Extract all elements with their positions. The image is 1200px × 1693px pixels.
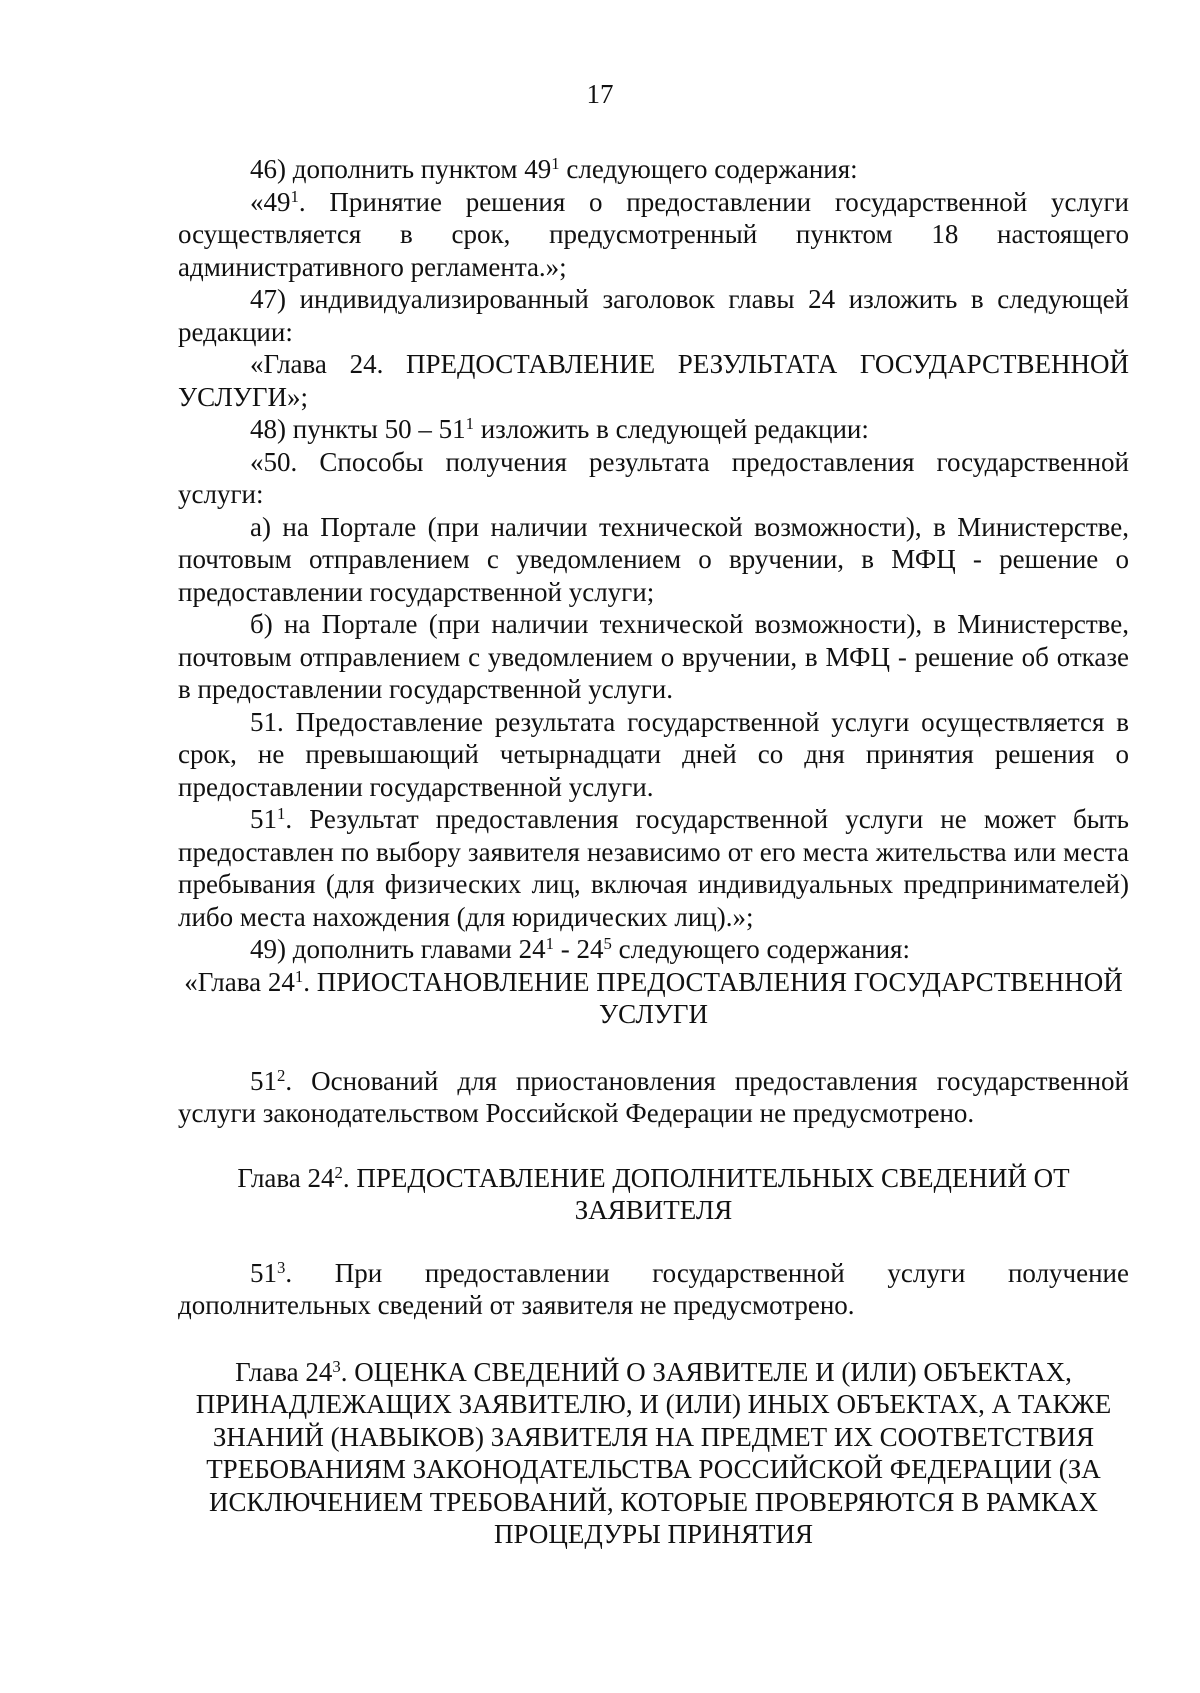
- chapter-24-1-heading: [178, 966, 1129, 1031]
- superscript: 1: [294, 966, 304, 986]
- superscript: 3: [332, 1356, 341, 1376]
- superscript: 1: [551, 153, 560, 173]
- clause-51-1-text-end: . Результат предоставления государственной услуги не может быть предоставлен по выбору заявителя независимо от его места жительства или места пребывания (для физических лиц, включая индивидуальных предпринимателей) либо места нахождения (для юридических лиц).»;: [178, 804, 1129, 932]
- item-48-text-end: изложить в следующей редакции:: [473, 414, 869, 444]
- superscript: 1: [465, 413, 474, 433]
- item-48-text: 48) пункты 50 – 51: [250, 414, 466, 444]
- superscript: 1: [277, 803, 286, 823]
- clause-50-a: а) на Портале (при наличии технической возможности), в Министерстве, почтовым отправлением с уведомлением о вручении, в МФЦ - решение о предоставлении государственной услуги;: [178, 511, 1129, 607]
- clause-51-3-text-end: . При предоставлении государственной услуги получение дополнительных сведений от заявителя не предусмотрено.: [178, 1257, 1129, 1320]
- superscript: 2: [277, 1065, 286, 1085]
- clause-51-2-text-end: . Оснований для приостановления предоставления государственной услуги законодательством Российской Федерации не предусмотрено.: [178, 1065, 1129, 1128]
- chapter-24-1-text: «Глава 24: [184, 966, 295, 997]
- chapter-24-3-heading: [178, 1356, 1129, 1551]
- chapter-24-2-text: Глава 24: [237, 1162, 335, 1193]
- item-47: 47) индивидуализированный заголовок главы 24 изложить в следующей редакции:: [178, 284, 1129, 347]
- chapter-24-3-text: Глава 24: [235, 1356, 333, 1387]
- item-49-text: 49) дополнить главами 24: [250, 934, 546, 964]
- item-46: [178, 153, 1129, 186]
- superscript: 1: [290, 186, 299, 206]
- document-body: [178, 153, 1129, 1551]
- chapter-24-title: «Глава 24. ПРЕДОСТАВЛЕНИЕ РЕЗУЛЬТАТА ГОСУДАРСТВЕННОЙ УСЛУГИ»;: [178, 349, 1129, 412]
- clause-51-3: [178, 1257, 1129, 1322]
- superscript: 2: [334, 1162, 343, 1182]
- item-48: [178, 413, 1129, 446]
- clause-49-1-text: «49: [250, 186, 291, 217]
- chapter-24-3-text-end: . ОЦЕНКА СВЕДЕНИЙ О ЗАЯВИТЕЛЕ И (ИЛИ) ОБЪЕКТАХ, ПРИНАДЛЕЖАЩИХ ЗАЯВИТЕЛЮ, И (ИЛИ) ИНЫХ ОБЪЕКТАХ, А ТАКЖЕ ЗНАНИЙ (НАВЫКОВ) ЗАЯВИТЕЛЯ НА ПРЕДМЕТ ИХ СООТВЕТСТВИЯ ТРЕБОВАНИЯМ ЗАКОНОДАТЕЛЬСТВА РОССИЙСКОЙ ФЕДЕРАЦИИ (ЗА ИСКЛЮЧЕНИЕМ ТРЕБОВАНИЙ, КОТОРЫЕ ПРОВЕРЯЮТСЯ В РАМКАХ ПРОЦЕДУРЫ ПРИНЯТИЯ: [195, 1356, 1112, 1549]
- clause-51-2: [178, 1065, 1129, 1130]
- superscript: 5: [603, 933, 612, 953]
- item-46-text-end: следующего содержания:: [559, 154, 858, 184]
- superscript: 3: [277, 1257, 286, 1277]
- clause-49-1-text-end: . Принятие решения о предоставлении государственной услуги осуществляется в срок, предусмотренный пунктом 18 настоящего административного регламента.»;: [178, 186, 1129, 282]
- item-49-text-mid: - 24: [554, 934, 604, 964]
- clause-50: «50. Способы получения результата предоставления государственной услуги:: [178, 446, 1129, 509]
- item-46-text: 46) дополнить пунктом 49: [250, 154, 552, 184]
- item-49: [178, 933, 1129, 966]
- superscript: 1: [545, 933, 555, 953]
- item-49-text-end: следующего содержания:: [611, 934, 910, 964]
- clause-50-b: б) на Портале (при наличии технической возможности), в Министерстве, почтовым отправлением с уведомлением о вручении, в МФЦ - решение об отказе в предоставлении государственной услуги.: [178, 609, 1129, 704]
- chapter-24-1-text-end: . ПРИОСТАНОВЛЕНИЕ ПРЕДОСТАВЛЕНИЯ ГОСУДАРСТВЕННОЙ УСЛУГИ: [303, 966, 1123, 1029]
- chapter-24-2-heading: [178, 1162, 1129, 1227]
- clause-51-1: [178, 803, 1129, 933]
- clause-51: 51. Предоставление результата государственной услуги осуществляется в срок, не превышающий четырнадцати дней со дня принятия решения о предоставлении государственной услуги.: [178, 706, 1129, 802]
- clause-49-1: [178, 186, 1129, 284]
- chapter-24-2-text-end: . ПРЕДОСТАВЛЕНИЕ ДОПОЛНИТЕЛЬНЫХ СВЕДЕНИЙ ОТ ЗАЯВИТЕЛЯ: [342, 1162, 1070, 1225]
- clause-51-1-text: 51: [250, 804, 277, 834]
- clause-51-2-text: 51: [250, 1065, 277, 1096]
- page-number: 17: [586, 79, 614, 109]
- clause-51-3-text: 51: [250, 1257, 277, 1288]
